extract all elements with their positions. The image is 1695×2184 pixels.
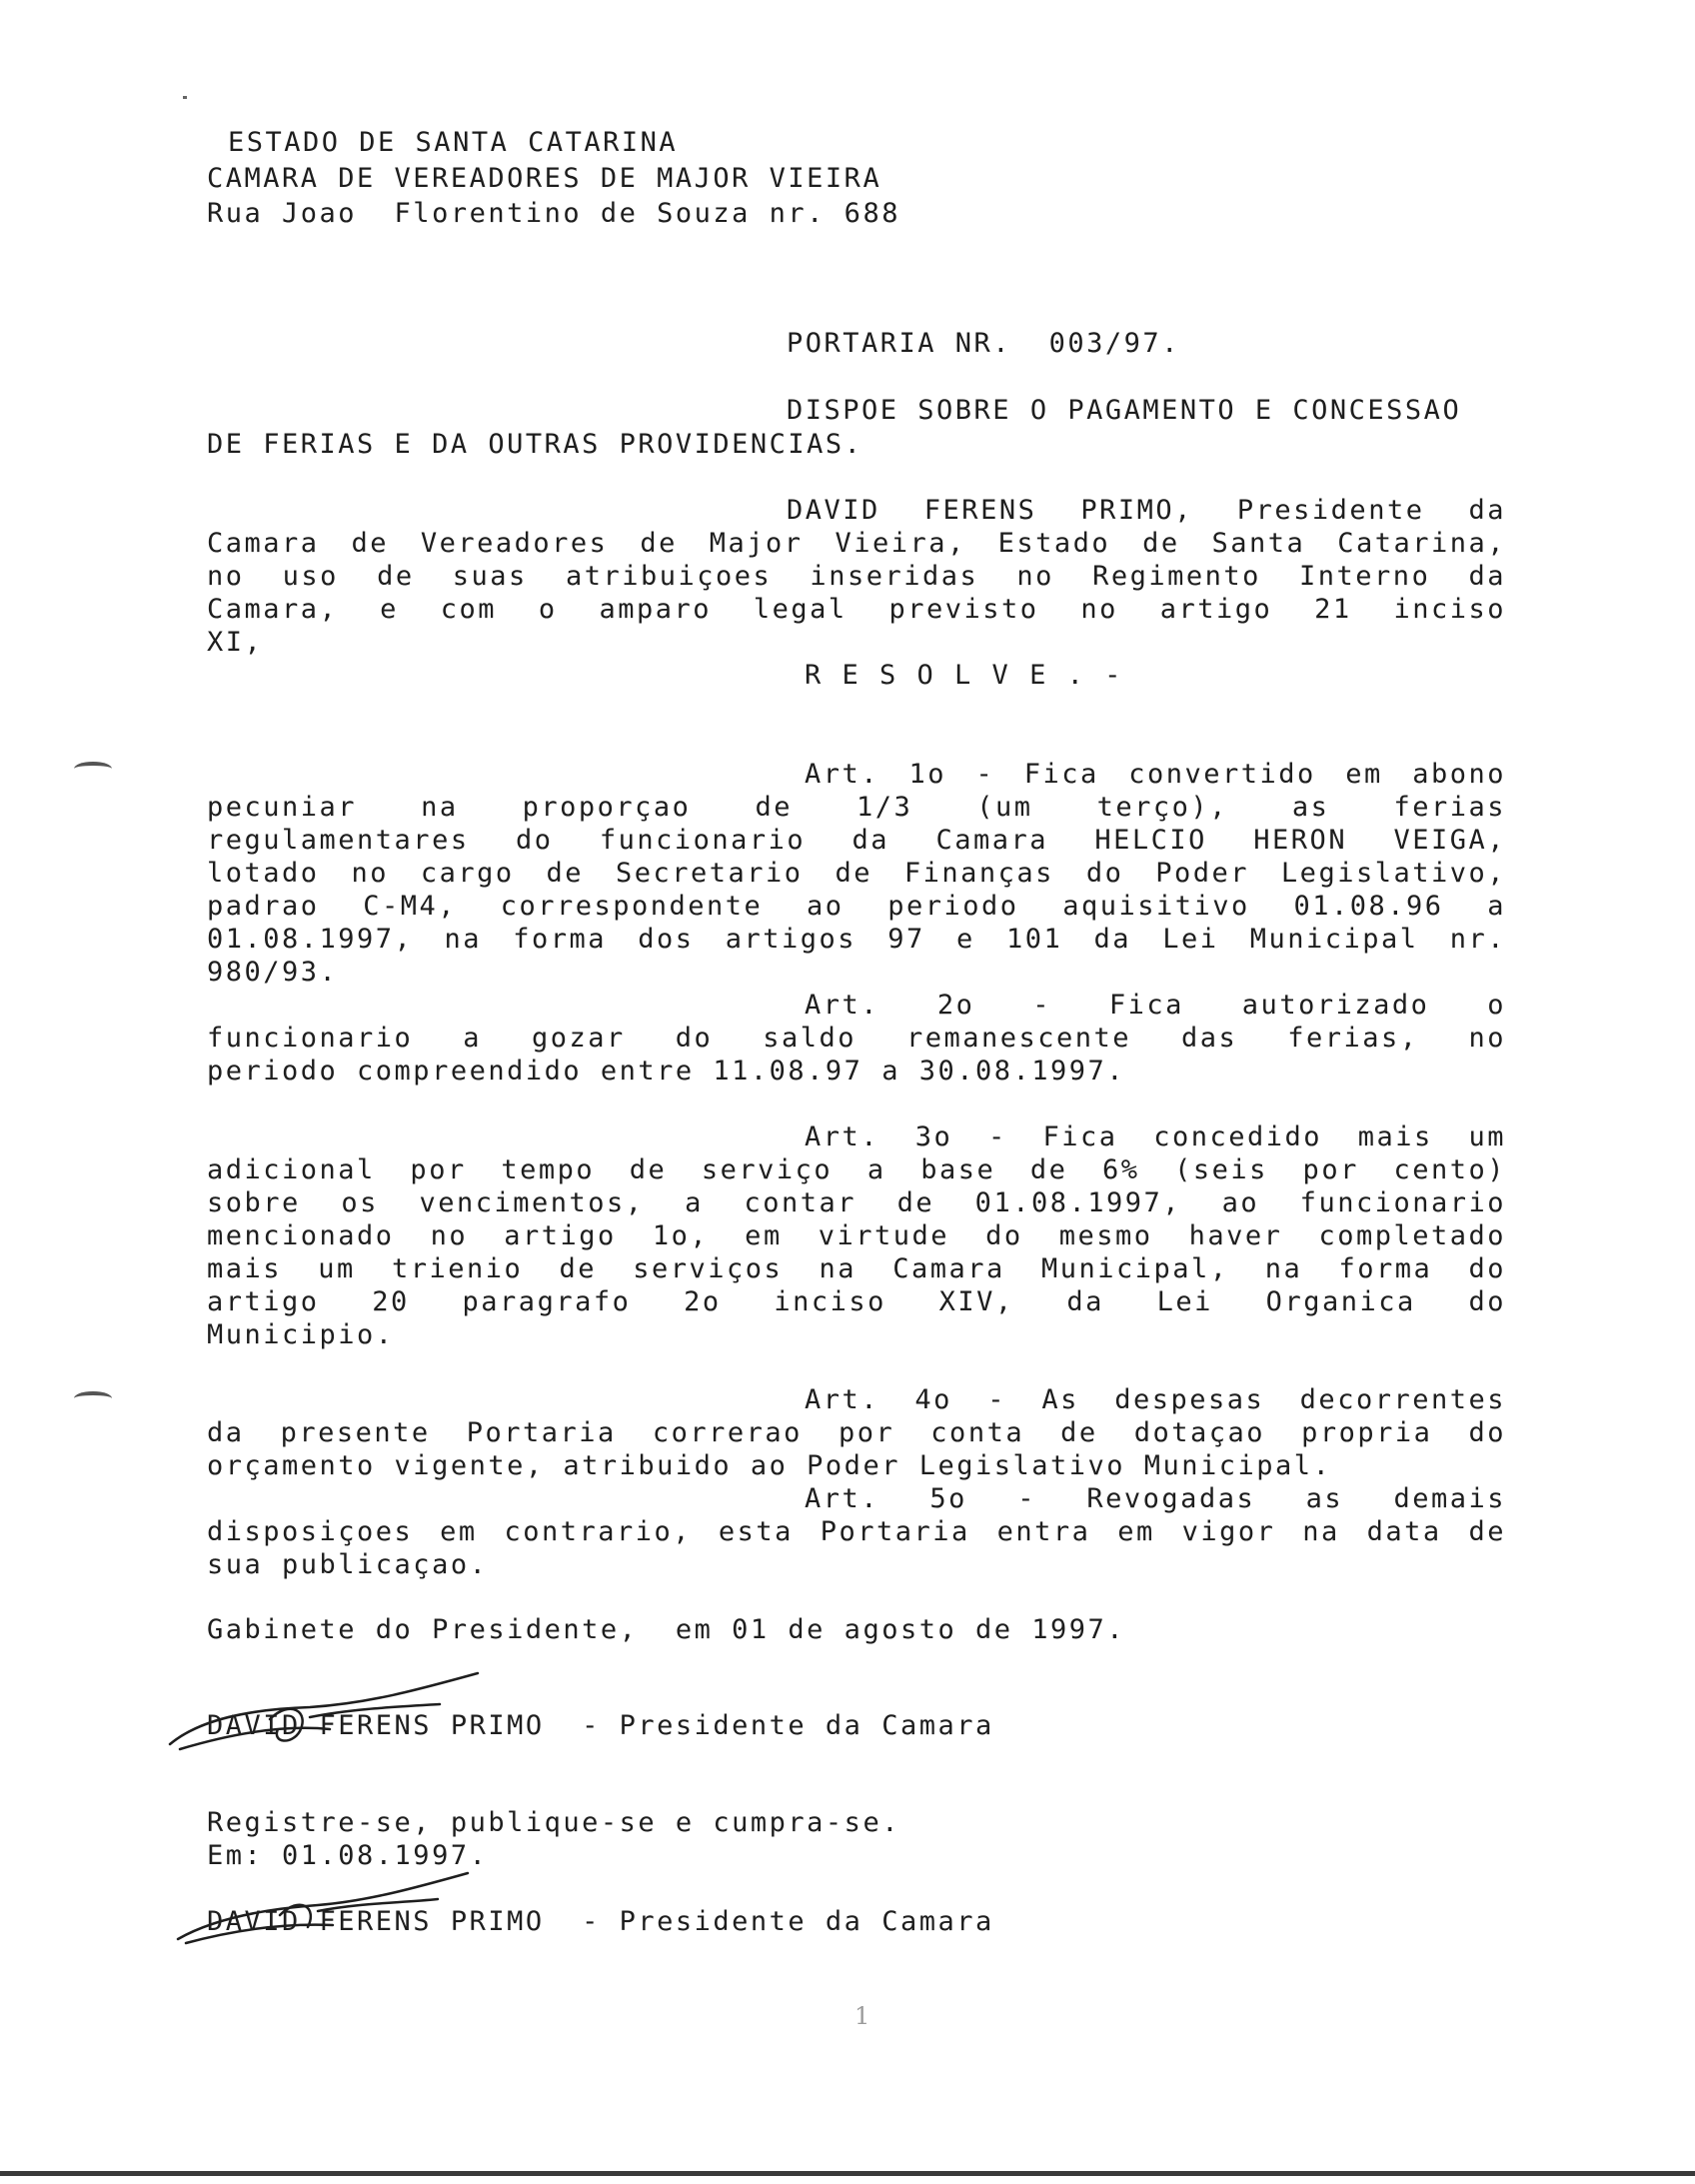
art1-line-2: pecuniar na proporçao de 1/3 (um terço), as ferias: [207, 792, 1506, 823]
ementa-line-1: DISPOE SOBRE O PAGAMENTO E CONCESSAO: [787, 395, 1462, 426]
handwritten-signature-2: [168, 1851, 488, 1951]
art3-line-3: sobre os vencimentos, a contar de 01.08.1997, ao funcionario: [207, 1187, 1506, 1218]
resolve-heading: R E S O L V E . -: [805, 660, 1123, 691]
portaria-title: PORTARIA NR. 003/97.: [787, 328, 1180, 359]
art3-line-5: mais um trienio de serviços na Camara Municipal, na forma do: [207, 1253, 1506, 1284]
preamble-line-3: no uso de suas atribuiçoes inseridas no Regimento Interno da: [207, 561, 1506, 592]
art1-line-1: Art. 1o - Fica convertido em abono: [805, 759, 1506, 790]
registre-date: Em: 01.08.1997.: [207, 1840, 489, 1871]
art3-line-1: Art. 3o - Fica concedido mais um: [805, 1121, 1506, 1152]
punch-hole-mark: [74, 1391, 112, 1405]
art1-line-4: lotado no cargo de Secretario de Finanças do Poder Legislativo,: [207, 858, 1506, 889]
preamble-line-4: Camara, e com o amparo legal previsto no artigo 21 inciso: [207, 594, 1506, 625]
scan-speck: [183, 96, 187, 99]
gabinete-date: Gabinete do Presidente, em 01 de agosto de 1997.: [207, 1614, 1126, 1645]
signature-line-2: DAVID FERENS PRIMO - Presidente da Camara: [207, 1906, 994, 1937]
page-number: 1: [854, 2002, 870, 2030]
scan-bottom-edge: [0, 2171, 1695, 2176]
art4-line-3: orçamento vigente, atribuido ao Poder Legislativo Municipal.: [207, 1450, 1332, 1481]
art2-line-1: Art. 2o - Fica autorizado o: [805, 990, 1506, 1021]
art4-line-1: Art. 4o - As despesas decorrentes: [805, 1384, 1506, 1415]
signature-line-1: DAVID FERENS PRIMO - Presidente da Camara: [207, 1710, 994, 1741]
art1-line-7: 980/93.: [207, 957, 339, 988]
art4-line-2: da presente Portaria correrao por conta de dotaçao propria do: [207, 1417, 1506, 1448]
preamble-line-5: XI,: [207, 627, 264, 658]
registre-text: Registre-se, publique-se e cumpra-se.: [207, 1807, 900, 1838]
art1-line-6: 01.08.1997, na forma dos artigos 97 e 101 da Lei Municipal nr.: [207, 924, 1506, 955]
art3-line-7: Municipio.: [207, 1319, 395, 1350]
header-address: Rua Joao Florentino de Souza nr. 688: [207, 198, 900, 229]
art3-line-2: adicional por tempo de serviço a base de 6% (seis por cento): [207, 1154, 1506, 1185]
art5-line-3: sua publicaçao.: [207, 1549, 489, 1580]
art5-line-1: Art. 5o - Revogadas as demais: [805, 1483, 1506, 1514]
art2-line-2: funcionario a gozar do saldo remanescente das ferias, no: [207, 1023, 1506, 1054]
header-state: ESTADO DE SANTA CATARINA: [228, 127, 679, 158]
art2-line-3: periodo compreendido entre 11.08.97 a 30.08.1997.: [207, 1056, 1126, 1087]
header-chamber: CAMARA DE VEREADORES DE MAJOR VIEIRA: [207, 163, 882, 194]
preamble-line-1: DAVID FERENS PRIMO, Presidente da: [787, 495, 1506, 526]
art3-line-6: artigo 20 paragrafo 2o inciso XIV, da Lei Organica do: [207, 1286, 1506, 1317]
ementa-line-2: DE FERIAS E DA OUTRAS PROVIDENCIAS.: [207, 429, 863, 460]
art1-line-3: regulamentares do funcionario da Camara HELCIO HERON VEIGA,: [207, 825, 1506, 856]
preamble-line-2: Camara de Vereadores de Major Vieira, Estado de Santa Catarina,: [207, 528, 1506, 559]
art3-line-4: mencionado no artigo 1o, em virtude do mesmo haver completado: [207, 1220, 1506, 1251]
punch-hole-mark: [74, 762, 112, 776]
handwritten-signature-1: [160, 1659, 500, 1759]
art1-line-5: padrao C-M4, correspondente ao periodo aquisitivo 01.08.96 a: [207, 891, 1506, 922]
art5-line-2: disposiçoes em contrario, esta Portaria entra em vigor na data de: [207, 1516, 1506, 1547]
